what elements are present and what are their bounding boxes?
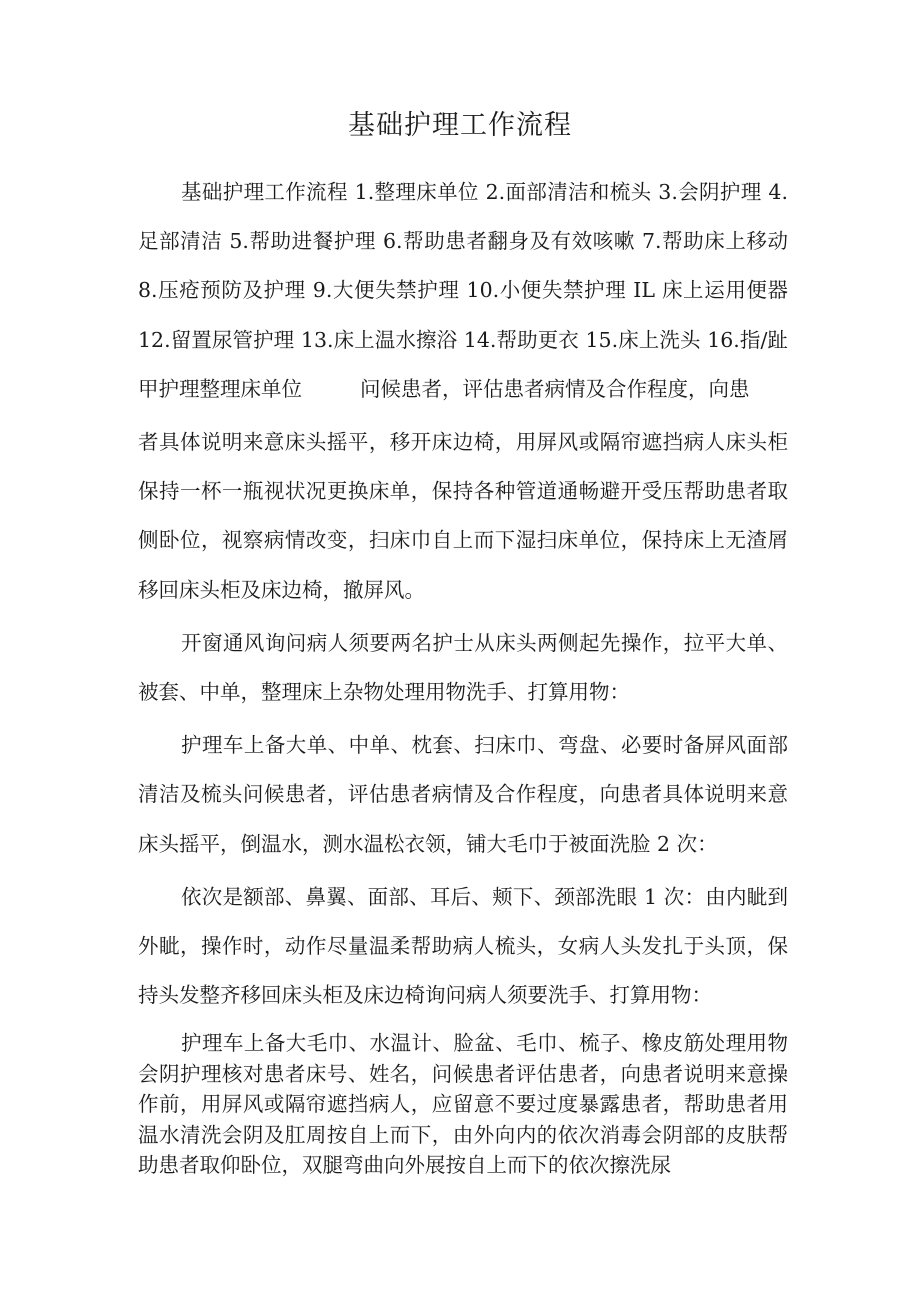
- paragraph-2: 者具体说明来意床头摇平，移开床边椅，用屏风或隔帘遮挡病人床头柜保持一杯一瓶视状况更换床单，保持各种管道通畅避开受压帮助患者取侧卧位，视察病情改变，扫床巾自上而下湿扫床单位，保持床上无渣屑移回床头柜及床边椅，撤屏风。: [138, 430, 788, 602]
- paragraph-5: 依次是额部、鼻翼、面部、耳后、颊下、颈部洗眼 1 次：由内眦到外眦，操作时，动作尽量温柔帮助病人梳头，女病人头发扎于头顶，保持头发整齐移回床头柜及床边椅询问病人须要洗手、打算用物：: [138, 884, 788, 1008]
- document-body-tight: [138, 1028, 788, 1181]
- paragraph-1-part-a: 基础护理工作流程 1.整理床单位 2.面部清洁和梳头 3.会阴护理 4.足部清洁 5.帮助进餐护理 6.帮助患者翻身及有效咳嗽 7.帮助床上移动 8.压疮预防及护理 9.大便失禁护理 10.小便失禁护理 IL 床上运用便器 12.留置尿管护理 13.床上温水擦浴 14.帮助更衣 15.床上洗头 16.指/趾甲护理整理床单位: [138, 180, 788, 401]
- paragraph-1-part-b: 问候患者，评估患者病情及合作程度，向患: [360, 376, 750, 401]
- paragraph-3: 开窗通风询问病人须要两名护士从床头两侧起先操作，拉平大单、被套、中单，整理床上杂物处理用物洗手、打算用物：: [138, 630, 788, 705]
- paragraph-4: 护理车上备大单、中单、枕套、扫床巾、弯盘、必要时备屏风面部清洁及梳头问候患者，评估患者病情及合作程度，向患者具体说明来意床头摇平，倒温水，测水温松衣领，铺大毛巾于被面洗脸 2 次：: [138, 733, 788, 856]
- paragraph-1: [138, 168, 788, 414]
- document-title: 基础护理工作流程: [348, 110, 572, 141]
- document-body-wide: [138, 168, 788, 1020]
- paragraph-6: 护理车上备大毛巾、水温计、脸盆、毛巾、梳子、橡皮筋处理用物会阴护理核对患者床号、姓名，问候患者评估患者，向患者说明来意操作前，用屏风或隔帘遮挡病人，应留意不要过度暴露患者，帮助患者用温水清洗会阴及肛周按自上而下，由外向内的依次消毒会阴部的皮肤帮助患者取仰卧位，双腿弯曲向外展按自上而下的依次擦洗尿: [138, 1031, 788, 1177]
